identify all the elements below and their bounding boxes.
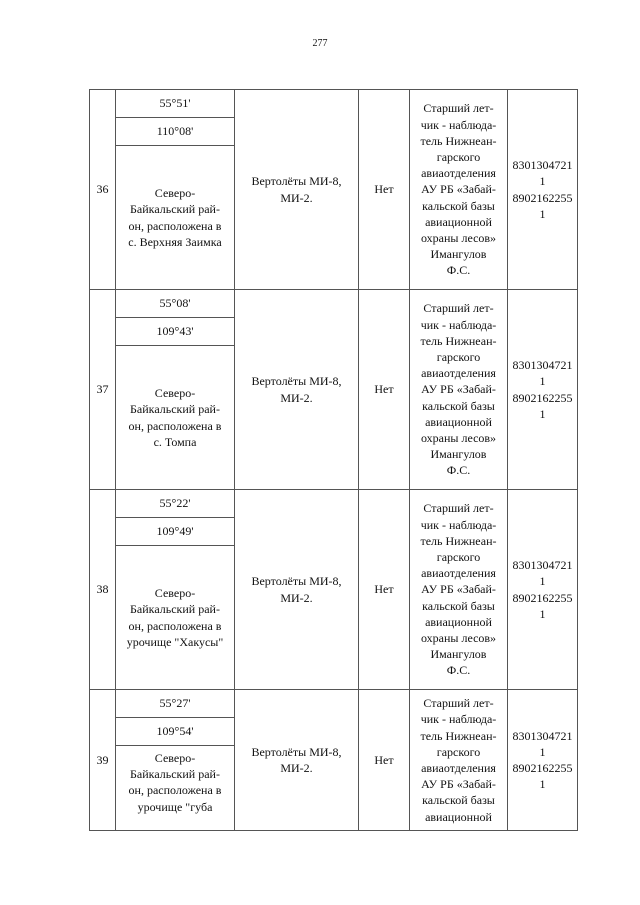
row-number: 39 <box>90 690 116 831</box>
latitude-cell: 55°22' <box>116 490 235 518</box>
aircraft-cell: Вертолёты МИ-8, МИ-2. <box>235 490 359 690</box>
fuel-cell: Нет <box>359 290 410 490</box>
phone-cell: 8301304721 1 8902162255 1 <box>508 690 578 831</box>
latitude-cell: 55°51' <box>116 90 235 118</box>
latitude-cell: 55°27' <box>116 690 235 718</box>
phone-cell: 8301304721 1 8902162255 1 <box>508 290 578 490</box>
location-cell: Северо- Байкальский рай- он, расположена в урочище "губа <box>116 746 235 831</box>
location-cell: Северо- Байкальский рай- он, расположена в с. Верхняя Заимка <box>116 146 235 290</box>
longitude-cell: 109°49' <box>116 518 235 546</box>
aircraft-cell: Вертолёты МИ-8, МИ-2. <box>235 290 359 490</box>
page-number: 277 <box>312 38 328 49</box>
phone-cell: 8301304721 1 8902162255 1 <box>508 90 578 290</box>
row-number: 36 <box>90 90 116 290</box>
phone-cell: 8301304721 1 8902162255 1 <box>508 490 578 690</box>
row-number: 37 <box>90 290 116 490</box>
location-cell: Северо- Байкальский рай- он, расположена в урочище "Хакусы" <box>116 546 235 690</box>
latitude-cell: 55°08' <box>116 290 235 318</box>
fuel-cell: Нет <box>359 90 410 290</box>
table-row <box>90 490 578 518</box>
observer-cell: Старший лет- чик - наблюда- тель Нижнеан- гарского авиаотделения АУ РБ «Забай- кальской базы авиационной <box>410 690 508 831</box>
longitude-cell: 110°08' <box>116 118 235 146</box>
longitude-cell: 109°43' <box>116 318 235 346</box>
observer-cell: Старший лет- чик - наблюда- тель Нижнеан- гарского авиаотделения АУ РБ «Забай- кальской базы авиационной охраны лесов» Имангулов Ф.С. <box>410 290 508 490</box>
longitude-cell: 109°54' <box>116 718 235 746</box>
table-row <box>90 690 578 718</box>
table-row <box>90 90 578 118</box>
observer-cell: Старший лет- чик - наблюда- тель Нижнеан- гарского авиаотделения АУ РБ «Забай- кальской базы авиационной охраны лесов» Имангулов Ф.С. <box>410 490 508 690</box>
location-cell: Северо- Байкальский рай- он, расположена в с. Томпа <box>116 346 235 490</box>
airfield-table <box>89 89 578 831</box>
row-number: 38 <box>90 490 116 690</box>
fuel-cell: Нет <box>359 490 410 690</box>
observer-cell: Старший лет- чик - наблюда- тель Нижнеан- гарского авиаотделения АУ РБ «Забай- кальской базы авиационной охраны лесов» Имангулов Ф.С. <box>410 90 508 290</box>
table-row <box>90 290 578 318</box>
fuel-cell: Нет <box>359 690 410 831</box>
aircraft-cell: Вертолёты МИ-8, МИ-2. <box>235 690 359 831</box>
aircraft-cell: Вертолёты МИ-8, МИ-2. <box>235 90 359 290</box>
